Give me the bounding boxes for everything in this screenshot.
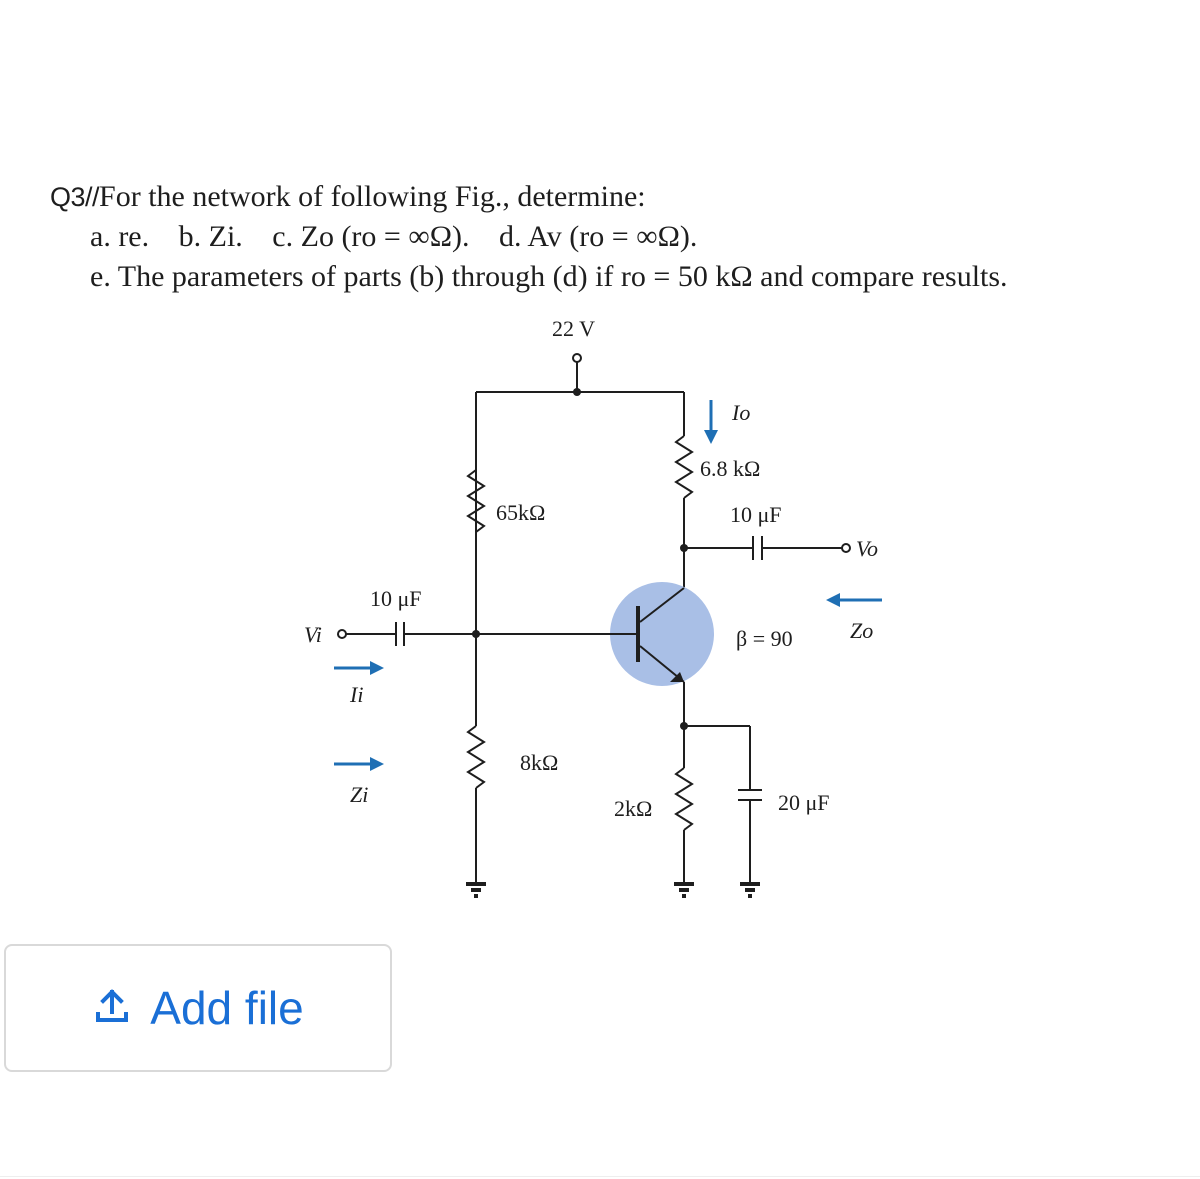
add-file-button[interactable]: [4, 944, 392, 1072]
question-part-d: d. Av (ro = ∞Ω).: [499, 220, 698, 253]
r1-label: 65kΩ: [496, 500, 546, 525]
rc-label: 6.8 kΩ: [700, 456, 761, 481]
question-parts: [90, 220, 719, 254]
question-prefix: Q3//: [50, 182, 100, 212]
beta-label: β = 90: [736, 626, 793, 651]
zi-label: Zi: [350, 782, 369, 807]
question-part-c: c. Zo (ro = ∞Ω).: [272, 220, 470, 253]
vo-label: Vo: [856, 536, 878, 561]
question-part-b: b. Zi.: [178, 220, 243, 253]
ii-label: Ii: [350, 682, 364, 707]
c-in-label: 10 μF: [370, 586, 422, 611]
resistor-r2: [468, 726, 484, 788]
r2-label: 8kΩ: [520, 750, 559, 775]
re-label: 2kΩ: [614, 796, 653, 821]
zo-label: Zo: [850, 618, 874, 643]
question-title: [50, 180, 646, 214]
resistor-r1: [468, 470, 484, 532]
c-e-label: 20 μF: [778, 790, 830, 815]
question-part-a: a. re.: [90, 220, 150, 253]
add-file-label: Add file: [150, 982, 304, 1034]
circuit-diagram: [290, 310, 910, 910]
question-part-e: e. The parameters of parts (b) through (d) if ro = 50 kΩ and compare results.: [90, 260, 1008, 293]
supply-voltage-label: 22 V: [552, 316, 595, 341]
resistor-re: [676, 768, 692, 830]
question-title-text: For the network of following Fig., determine:: [99, 180, 646, 213]
c-out-label: 10 μF: [730, 502, 782, 527]
io-label: Io: [732, 400, 751, 425]
page-divider: [0, 1176, 1200, 1177]
upload-icon: [92, 986, 132, 1031]
vi-label: Vi: [304, 622, 322, 647]
resistor-rc: [676, 436, 692, 498]
